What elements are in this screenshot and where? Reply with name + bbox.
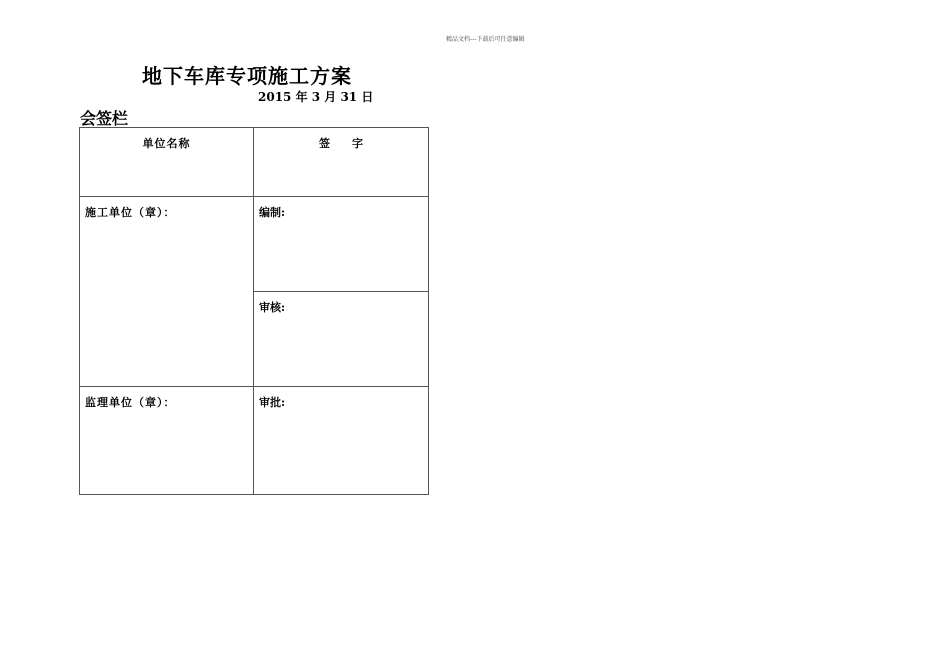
header-watermark: 精品文档---下载后可任意编辑	[446, 36, 525, 43]
header-signature: 签 字	[254, 128, 429, 197]
header-unit-name: 单位名称	[80, 128, 254, 197]
compile-cell[interactable]: 编制:	[254, 197, 429, 292]
document-date: 2015 年 3 月 31 日	[258, 90, 374, 104]
review-cell[interactable]: 审核:	[254, 292, 429, 387]
construction-unit-cell[interactable]: 施工单位（章）：	[80, 197, 254, 387]
section-title: 会签栏	[80, 109, 129, 128]
table-row	[80, 128, 429, 197]
table-row	[80, 387, 429, 495]
table-row	[80, 197, 429, 292]
supervision-unit-cell[interactable]: 监理单位（章）：	[80, 387, 254, 495]
approve-cell[interactable]: 审批:	[254, 387, 429, 495]
sign-off-table	[79, 127, 429, 495]
document-title: 地下车库专项施工方案	[142, 64, 352, 88]
